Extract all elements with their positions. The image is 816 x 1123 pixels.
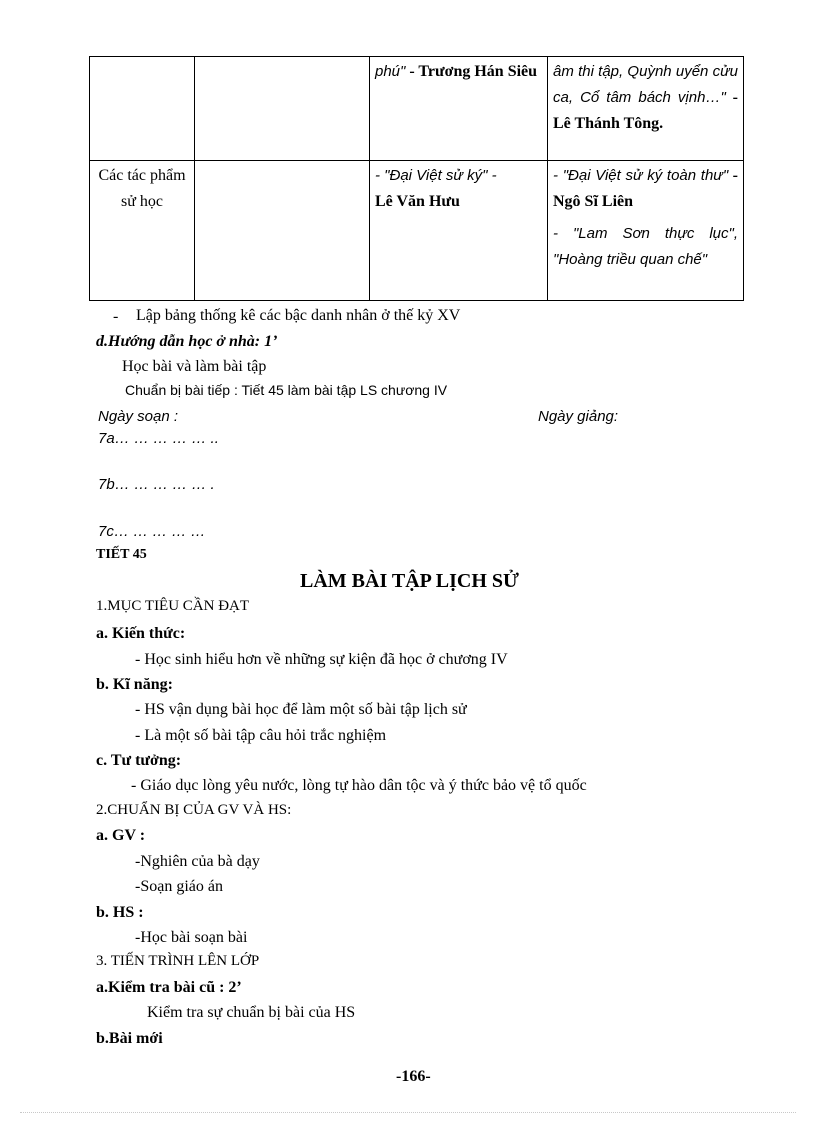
teach-date-label: Ngày giảng: bbox=[538, 408, 619, 425]
table-cell bbox=[90, 57, 195, 161]
page-number: -166- bbox=[396, 1068, 431, 1085]
author-name: Lê Văn Hưu bbox=[375, 193, 460, 210]
figures-table bbox=[89, 56, 744, 301]
content-line: -Nghiên của bà dạy bbox=[135, 853, 260, 870]
table-cell bbox=[195, 161, 370, 301]
work-title: - "Lam Sơn thực lục", "Hoàng triều quan chế" bbox=[553, 225, 738, 268]
table-cell bbox=[548, 57, 744, 161]
homework-line: Học bài và làm bài tập bbox=[122, 358, 267, 375]
table-row bbox=[90, 161, 744, 301]
subsection-heading: b.Bài mới bbox=[96, 1030, 163, 1047]
work-title: phú" bbox=[375, 63, 406, 80]
class-7b-date: 7b… … … … … . bbox=[98, 476, 215, 493]
lesson-number: TIẾT 45 bbox=[96, 547, 147, 562]
table-cell bbox=[195, 57, 370, 161]
table-row bbox=[90, 57, 744, 161]
subsection-heading: a.Kiểm tra bài cũ : 2’ bbox=[96, 979, 242, 996]
content-line: Kiểm tra sự chuẩn bị bài của HS bbox=[147, 1004, 356, 1021]
table-cell bbox=[370, 161, 548, 301]
author-name: - Lê Thánh Tông. bbox=[553, 89, 738, 132]
section-heading: 3. TIẾN TRÌNH LÊN LỚP bbox=[96, 953, 260, 969]
prep-date-label: Ngày soạn : bbox=[98, 408, 179, 425]
content-line: -Soạn giáo án bbox=[135, 878, 223, 895]
category-cell: Các tác phẩm sử học bbox=[90, 161, 195, 301]
table-cell bbox=[370, 57, 548, 161]
subsection-heading: c. Tư tưởng: bbox=[96, 752, 182, 769]
bullet-mark: - bbox=[113, 308, 119, 325]
subsection-heading: b. HS : bbox=[96, 904, 144, 921]
author-name: - Trương Hán Siêu bbox=[405, 63, 538, 80]
work-title: âm thi tập, Quỳnh uyển cửu ca, Cổ tâm bách vịnh…" bbox=[553, 63, 738, 106]
subsection-heading: a. Kiến thức: bbox=[96, 625, 186, 642]
section-heading: 2.CHUẨN BỊ CỦA GV VÀ HS: bbox=[96, 802, 292, 818]
homework-heading: d.Hướng dẫn học ở nhà: 1’ bbox=[96, 333, 278, 350]
work-title: - "Đại Việt sử ký" - bbox=[375, 167, 497, 184]
author-name: - Ngô Sĩ Liên bbox=[553, 167, 738, 210]
lesson-title: LÀM BÀI TẬP LỊCH SỬ bbox=[300, 570, 519, 592]
content-line: -Học bài soạn bài bbox=[135, 929, 248, 946]
class-7c-date: 7c… … … … … bbox=[98, 523, 206, 540]
table-cell bbox=[548, 161, 744, 301]
content-line: - HS vận dụng bài học để làm một số bài tập lịch sử bbox=[135, 701, 467, 718]
content-line: - Học sinh hiểu hơn về những sự kiện đã học ở chương IV bbox=[135, 651, 508, 668]
content-line: - Là một số bài tập câu hỏi trắc nghiệm bbox=[135, 727, 387, 744]
work-title: - "Đại Việt sử ký toàn thư" bbox=[553, 167, 729, 184]
section-heading: 1.MỤC TIÊU CẦN ĐẠT bbox=[96, 598, 250, 614]
content-line: - Giáo dục lòng yêu nước, lòng tự hào dân tộc và ý thức bảo vệ tổ quốc bbox=[131, 777, 587, 794]
subsection-heading: b. Kĩ năng: bbox=[96, 676, 173, 693]
subsection-heading: a. GV : bbox=[96, 827, 146, 844]
homework-line: Chuẩn bị bài tiếp : Tiết 45 làm bài tập LS chương IV bbox=[125, 382, 448, 398]
page-bottom-divider bbox=[20, 1112, 796, 1113]
task-line: Lập bảng thống kê các bậc danh nhân ở thế kỷ XV bbox=[136, 307, 461, 324]
class-7a-date: 7a… … … … … .. bbox=[98, 430, 219, 447]
